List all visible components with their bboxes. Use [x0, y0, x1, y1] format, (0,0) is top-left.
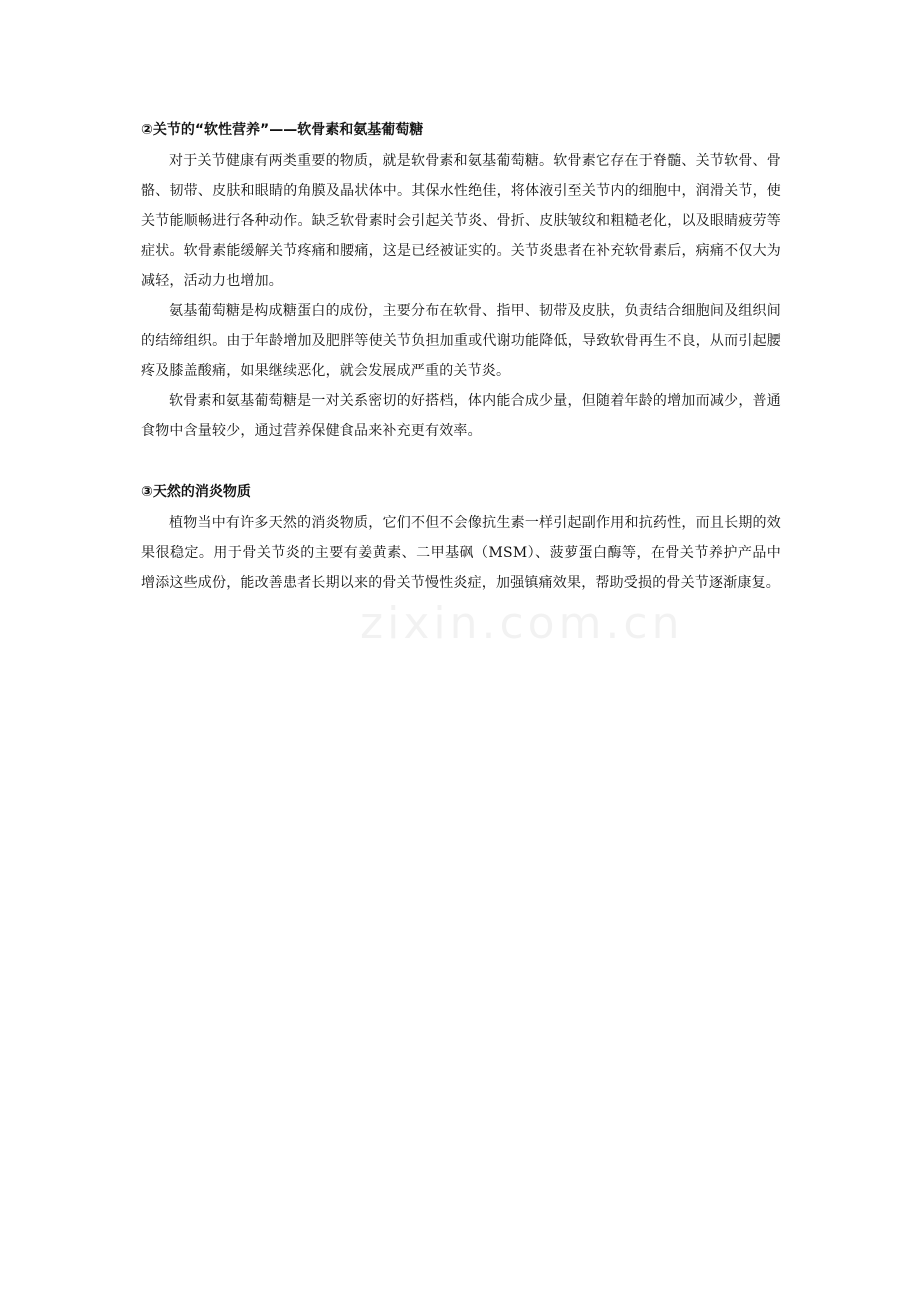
section-heading: ②关节的“软性营养”——软骨素和氨基葡萄糖	[141, 122, 424, 138]
paragraph-combination: 软骨素和氨基葡萄糖是一对关系密切的好搭档，体内能合成少量，但随着年龄的增加而减少，普通食物中含量较少，通过营养保健食品来补充更有效率。	[141, 393, 781, 439]
document-body	[141, 118, 781, 598]
section-spacer	[141, 446, 781, 480]
watermark-text: zixin.com.cn	[360, 598, 684, 649]
paragraph-anti-inflammatory: 植物当中有许多天然的消炎物质，它们不但不会像抗生素一样引起副作用和抗药性，而且长期的效果很稳定。用于骨关节炎的主要有姜黄素、二甲基砜（MSM）、菠萝蛋白酶等，在骨关节养护产品中增添这些成份，能改善患者长期以来的骨关节慢性炎症，加强镇痛效果，帮助受损的骨关节逐渐康复。	[141, 515, 781, 591]
section-cartilage-nutrition	[141, 118, 781, 446]
paragraph-glucosamine: 氨基葡萄糖是构成糖蛋白的成份，主要分布在软骨、指甲、韧带及皮肤，负责结合细胞间及组织间的结缔组织。由于年龄增加及肥胖等使关节负担加重或代谢功能降低，导致软骨再生不良，从而引起腰疼及膝盖酸痛，如果继续恶化，就会发展成严重的关节炎。	[141, 303, 781, 379]
paragraph-chondroitin: 对于关节健康有两类重要的物质，就是软骨素和氨基葡萄糖。软骨素它存在于脊髓、关节软骨、骨骼、韧带、皮肤和眼睛的角膜及晶状体中。其保水性绝佳，将体液引至关节内的细胞中，润滑关节，使关节能顺畅进行各种动作。缺乏软骨素时会引起关节炎、骨折、皮肤皱纹和粗糙老化，以及眼睛疲劳等症状。软骨素能缓解关节疼痛和腰痛，这是已经被证实的。关节炎患者在补充软骨素后，病痛不仅大为减轻，活动力也增加。	[141, 153, 781, 289]
section-natural-anti-inflammatory	[141, 480, 781, 598]
section-heading: ③天然的消炎物质	[141, 484, 251, 500]
